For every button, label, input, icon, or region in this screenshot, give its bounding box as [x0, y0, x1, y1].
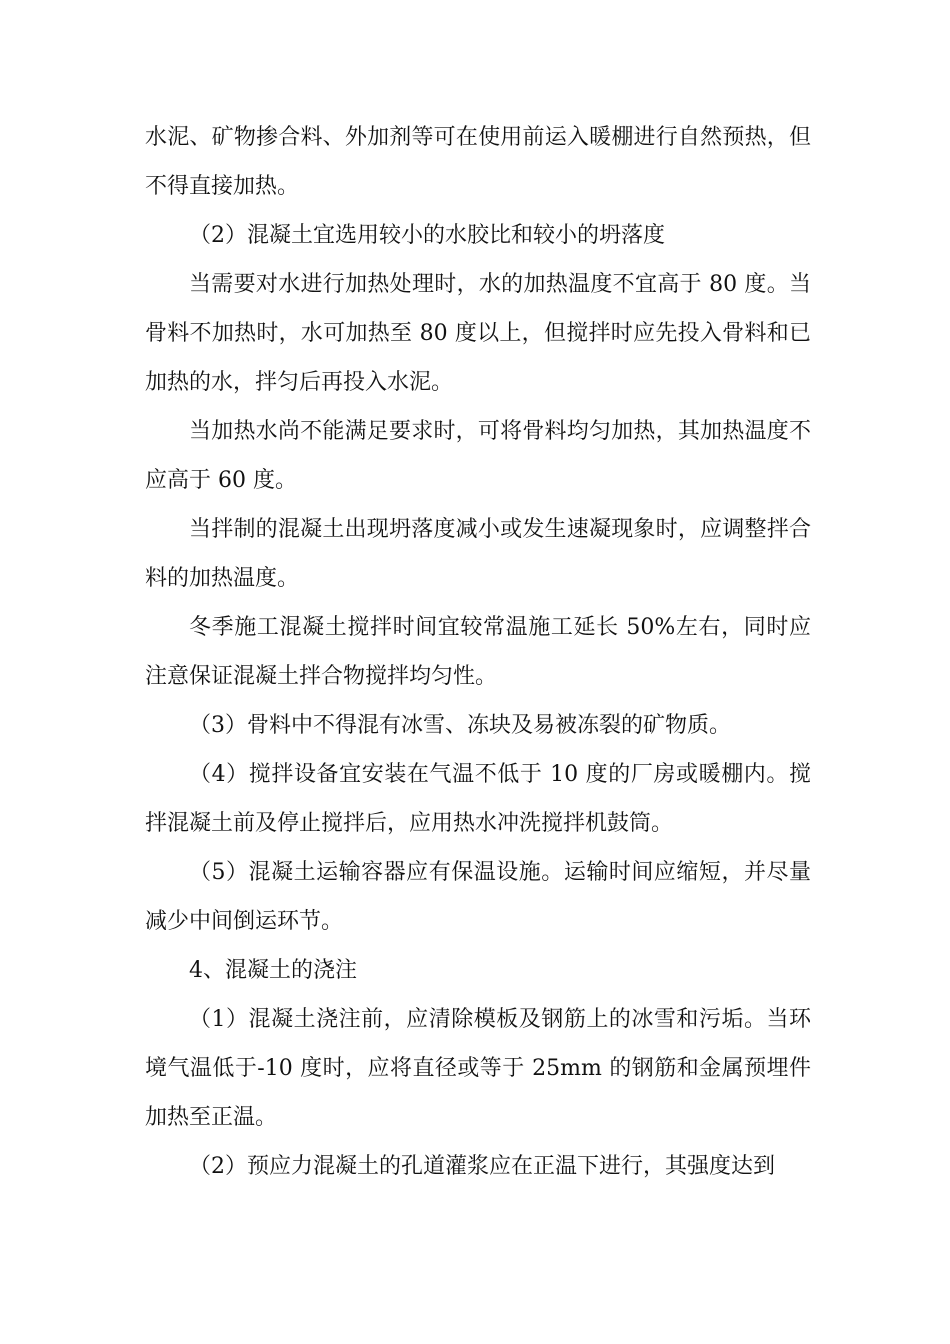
section-heading: 4、混凝土的浇注	[189, 958, 357, 983]
paragraph: （1）混凝土浇注前，应清除模板及钢筋上的冰雪和污垢。当环境气温低于-10 度时，应将直径或等于 25mm 的钢筋和金属预埋件加热至正温。	[145, 1007, 811, 1130]
paragraph: （2）预应力混凝土的孔道灌浆应在正温下进行，其强度达到	[189, 1154, 775, 1179]
paragraph: （5）混凝土运输容器应有保温设施。运输时间应缩短，并尽量减少中间倒运环节。	[145, 860, 811, 934]
paragraph: 当拌制的混凝土出现坍落度减小或发生速凝现象时，应调整拌合料的加热温度。	[145, 517, 811, 591]
paragraph: 当加热水尚不能满足要求时，可将骨料均匀加热，其加热温度不应高于 60 度。	[145, 419, 811, 493]
paragraph: 水泥、矿物掺合料、外加剂等可在使用前运入暖棚进行自然预热，但不得直接加热。	[145, 125, 811, 199]
paragraph: （4）搅拌设备宜安装在气温不低于 10 度的厂房或暖棚内。搅拌混凝土前及停止搅拌后，应用热水冲洗搅拌机鼓筒。	[145, 762, 811, 836]
paragraph: （3）骨料中不得混有冰雪、冻块及易被冻裂的矿物质。	[189, 713, 731, 738]
paragraph: 当需要对水进行加热处理时，水的加热温度不宜高于 80 度。当骨料不加热时，水可加热至 80 度以上，但搅拌时应先投入骨料和已加热的水，拌匀后再投入水泥。	[145, 272, 811, 395]
document-body	[145, 113, 811, 1191]
paragraph: （2）混凝土宜选用较小的水胶比和较小的坍落度	[189, 223, 665, 248]
paragraph: 冬季施工混凝土搅拌时间宜较常温施工延长 50%左右，同时应注意保证混凝土拌合物搅拌均匀性。	[145, 615, 811, 689]
